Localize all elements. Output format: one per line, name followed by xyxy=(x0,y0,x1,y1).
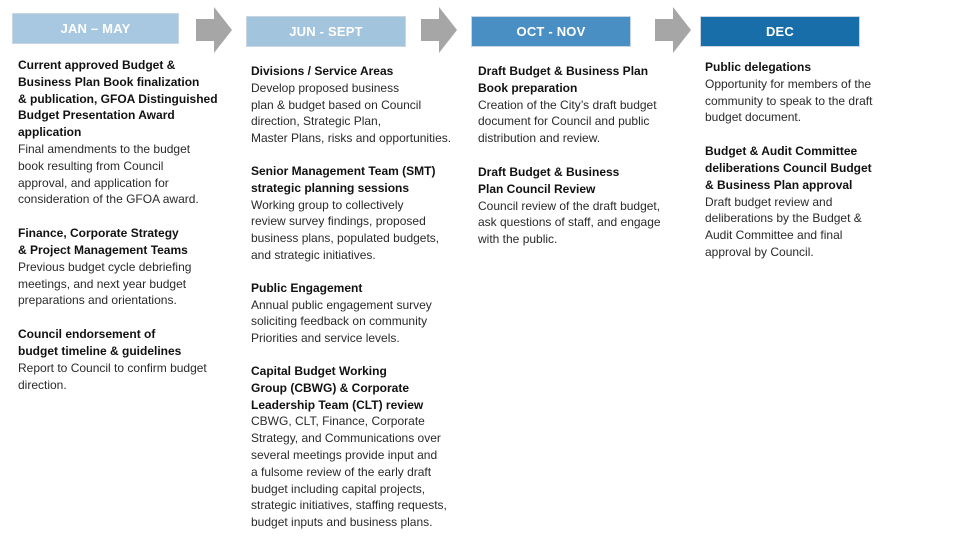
item-description: Opportunity for members of the community to speak to the draft budget document. xyxy=(705,76,873,125)
timeline-item xyxy=(705,143,895,261)
phase-header-oct-nov xyxy=(471,16,631,47)
phase-header-dec xyxy=(700,16,860,47)
phase-column-dec xyxy=(705,59,895,278)
timeline-item xyxy=(251,63,471,147)
item-description: Previous budget cycle debriefing meetings, and next year budget preparations and orientations. xyxy=(18,259,192,308)
timeline-item xyxy=(18,57,233,208)
right-arrow-icon xyxy=(421,7,457,53)
phase-label: OCT - NOV xyxy=(516,24,586,39)
item-title: Current approved Budget & Business Plan Book finalization & publication, GFOA Distinguished Budget Presentation Award application xyxy=(18,58,218,140)
item-title: Public delegations xyxy=(705,60,812,74)
item-title: Draft Budget & Business Plan Book preparation xyxy=(478,64,649,95)
phase-label: JUN - SEPT xyxy=(289,24,363,39)
phase-header-jan-may xyxy=(12,13,179,44)
phase-column-jan-may xyxy=(18,57,233,410)
phase-column-oct-nov xyxy=(478,63,683,265)
item-description: Draft budget review and deliberations by the Budget & Audit Committee and final approval by Council. xyxy=(705,194,862,259)
timeline-item xyxy=(251,163,471,264)
item-title: Capital Budget Working Group (CBWG) & Corporate Leadership Team (CLT) review xyxy=(251,363,424,412)
timeline-item xyxy=(478,63,683,147)
item-title: Finance, Corporate Strategy & Project Management Teams xyxy=(18,226,188,257)
phase-label: JAN – MAY xyxy=(60,21,131,36)
timeline-item xyxy=(18,225,233,309)
item-description: Final amendments to the budget book resulting from Council approval, and application for consideration of the GFOA award. xyxy=(18,141,199,207)
phase-column-jun-sept xyxy=(251,63,471,547)
item-description: Council review of the draft budget, ask questions of staff, and engage with the public. xyxy=(478,198,661,247)
item-description: Annual public engagement survey soliciting feedback on community Priorities and service levels. xyxy=(251,297,432,346)
item-description: Working group to collectively review survey findings, proposed business plans, populated budgets, and strategic initiatives. xyxy=(251,197,440,262)
item-title: Public Engagement xyxy=(251,280,363,295)
item-title: Budget & Audit Committee deliberations Council Budget & Business Plan approval xyxy=(705,144,872,192)
item-description: Report to Council to confirm budget direction. xyxy=(18,360,207,392)
item-title: Draft Budget & Business Plan Council Review xyxy=(478,164,620,196)
item-description: CBWG, CLT, Finance, Corporate Strategy, and Communications over several meetings provide input and a fulsome review of the early draft budget including capital projects, strategic initiatives, staffing requests, budget inputs and business plans. xyxy=(251,414,447,530)
item-title: Senior Management Team (SMT) strategic planning sessions xyxy=(251,163,436,195)
right-arrow-icon xyxy=(196,7,232,53)
timeline-item xyxy=(251,363,471,531)
item-title: Divisions / Service Areas xyxy=(251,64,394,78)
timeline-item xyxy=(18,326,233,393)
timeline-item xyxy=(478,164,683,248)
phase-label: DEC xyxy=(765,24,795,39)
right-arrow-icon xyxy=(655,7,691,53)
timeline-item xyxy=(705,59,895,126)
phase-header-jun-sept xyxy=(246,16,406,47)
item-title: Council endorsement of budget timeline & guidelines xyxy=(18,327,182,358)
item-description: Creation of the City’s draft budget document for Council and public distribution and review. xyxy=(478,97,657,146)
timeline-item xyxy=(251,280,471,347)
item-description: Develop proposed business plan & budget based on Council direction, Strategic Plan, Master Plans, risks and opportunities. xyxy=(251,80,452,146)
